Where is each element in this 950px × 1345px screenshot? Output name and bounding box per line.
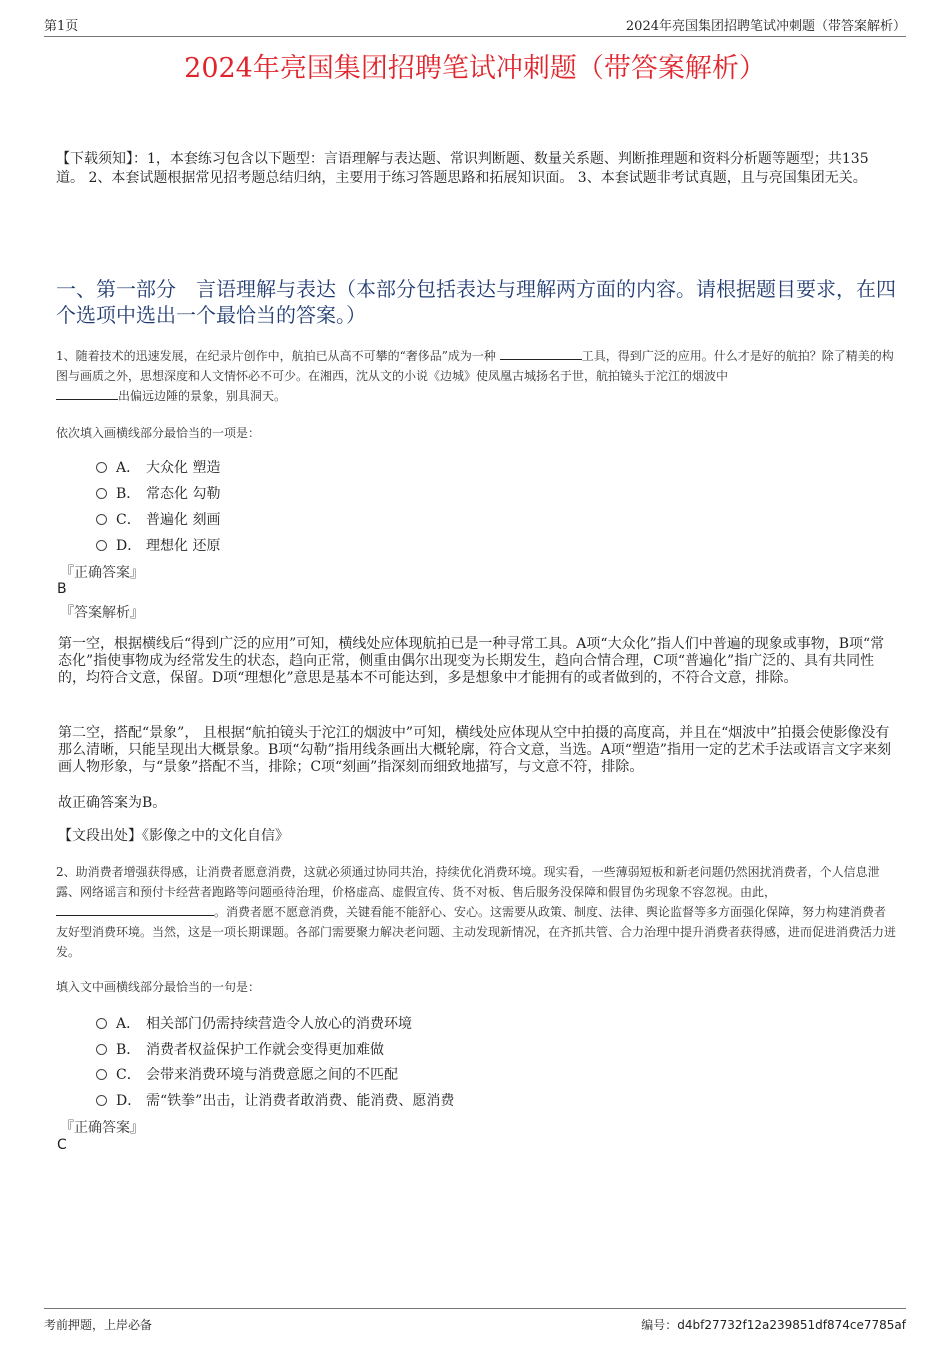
q1-conclusion: 故正确答案为B。 xyxy=(58,795,167,811)
radio-icon[interactable] xyxy=(96,1044,107,1055)
q1-analysis-label: 『答案解析』 xyxy=(60,605,144,621)
download-notice: 【下载须知】：1，本套练习包含以下题型：言语理解与表达题、常识判断题、数量关系题、判断推理题和资料分析题等题型；共135道。 2、本套试题根据常见招考题总结归纳，主要用于练习答题思路和拓展知识面。 3、本套试题非考试真题，且与亮国集团无关。 xyxy=(56,151,869,186)
q1-text-part-c: 出偏远边陲的景象，别具洞天。 xyxy=(118,389,287,403)
q2-text-part-b: 。消费者愿不愿意消费，关键看能不能舒心、安心。这需要从政策、制度、法律、舆论监督等多方面强化保障，努力构建消费者友好型消费环境。当然，这是一项长期课题。各部门需要聚力解决老问题、主动发现新情况，在齐抓共管、合力治理中提升消费者获得感，进而促进消费活力迸发。 xyxy=(56,905,897,959)
footer-slogan: 考前押题，上岸必备 xyxy=(44,1318,153,1332)
radio-icon[interactable] xyxy=(96,514,107,525)
footer-serial: 编号：d4bf27732f12a239851df874ce7785af xyxy=(641,1318,906,1332)
page-number: 第1页 xyxy=(44,19,79,34)
radio-icon[interactable] xyxy=(96,1018,107,1029)
q2-answer: C xyxy=(57,1137,67,1153)
q2-answer-label: 『正确答案』 xyxy=(60,1120,144,1136)
section-heading: 一、第一部分 言语理解与表达（本部分包括表达与理解两方面的内容。请根据题目要求，在四个选项中选出一个最恰当的答案。） xyxy=(56,277,896,327)
page-header xyxy=(44,14,906,37)
q1-blank-2 xyxy=(56,387,118,400)
q1-blank-1 xyxy=(500,347,582,360)
q1-option-b[interactable]: B． 常态化 勾勒 xyxy=(96,483,220,503)
q1-text-part-a: 1、随着技术的迅速发展，在纪录片创作中，航拍已从高不可攀的“奢侈品”成为一种 xyxy=(56,349,496,363)
page-footer xyxy=(44,1308,906,1333)
q1-answer-label: 『正确答案』 xyxy=(60,565,144,581)
q1-option-c[interactable]: C． 普遍化 刻画 xyxy=(96,509,220,529)
radio-icon[interactable] xyxy=(96,1095,107,1106)
question-2-text xyxy=(56,862,896,962)
header-doc-title: 2024年亮国集团招聘笔试冲刺题（带答案解析） xyxy=(625,19,906,34)
radio-icon[interactable] xyxy=(96,488,107,499)
q1-analysis-paragraph-2: 第二空，搭配“景象”， 且根据“航拍镜头于沱江的烟波中”可知，横线处应体现从空中拍摄的高度高，并且在“烟波中”拍摄会使影像没有那么清晰，只能呈现出大概景象。B项“勾勒”指用线条画出大概轮廓，符合文意，当选。A项“塑造”指用一定的艺术手法或语言文字来刻画人物形象，与“景象”搭配不当，排除；C项“刻画”指深刻而细致地描写，与文意不符，排除。 xyxy=(58,725,892,775)
q1-text-part-b: 工具，得到广泛的应用。什么才是好的航拍？除了精美的构图与画质之外，思想深度和人文情怀必不可少。在湘西，沈从文的小说《边城》使凤凰古城扬名于世，航拍镜头于沱江的烟波中 xyxy=(56,349,894,383)
q2-option-d[interactable]: D． 需“铁拳”出击，让消费者敢消费、能消费、愿消费 xyxy=(96,1090,454,1110)
radio-icon[interactable] xyxy=(96,1069,107,1080)
q1-source: 【文段出处】《影像之中的文化自信》 xyxy=(58,828,289,844)
q1-option-d[interactable]: D． 理想化 还原 xyxy=(96,535,220,555)
q2-blank xyxy=(56,903,214,916)
q1-answer: B xyxy=(57,581,67,597)
q1-analysis-paragraph-1: 第一空，根据横线后“得到广泛的应用”可知，横线处应体现航拍已是一种寻常工具。A项“大众化”指人们中普遍的现象或事物，B项“常态化”指使事物成为经常发生的状态，趋向正常，侧重由偶尔出现变为长期发生，趋向合情合理，C项“普遍化”指广泛的、具有共同性的，均符合文意，保留。D项“理想化”意思是基本不可能达到，多是想象中才能拥有的或者做到的，不符合文意，排除。 xyxy=(58,636,885,686)
question-1-text xyxy=(56,346,896,406)
q1-option-a[interactable]: A． 大众化 塑造 xyxy=(96,457,220,477)
q2-option-a[interactable]: A． 相关部门仍需持续营造令人放心的消费环境 xyxy=(96,1013,412,1033)
q1-instruction: 依次填入画横线部分最恰当的一项是： xyxy=(56,426,261,440)
q2-text-part-a: 2、助消费者增强获得感，让消费者愿意消费，这就必须通过协同共治，持续优化消费环境。现实看，一些薄弱短板和新老问题仍然困扰消费者，个人信息泄露、网络谣言和预付卡经营者跑路等问题亟待治理，价格虚高、虚假宣传、货不对板、售后服务没保障和假冒伪劣现象不容忽视。由此， xyxy=(56,865,880,899)
q2-option-c[interactable]: C． 会带来消费环境与消费意愿之间的不匹配 xyxy=(96,1064,398,1084)
document-title: 2024年亮国集团招聘笔试冲刺题（带答案解析） xyxy=(184,53,766,84)
radio-icon[interactable] xyxy=(96,540,107,551)
radio-icon[interactable] xyxy=(96,462,107,473)
q2-instruction: 填入文中画横线部分最恰当的一句是： xyxy=(56,980,261,994)
q2-option-b[interactable]: B． 消费者权益保护工作就会变得更加难做 xyxy=(96,1039,384,1059)
